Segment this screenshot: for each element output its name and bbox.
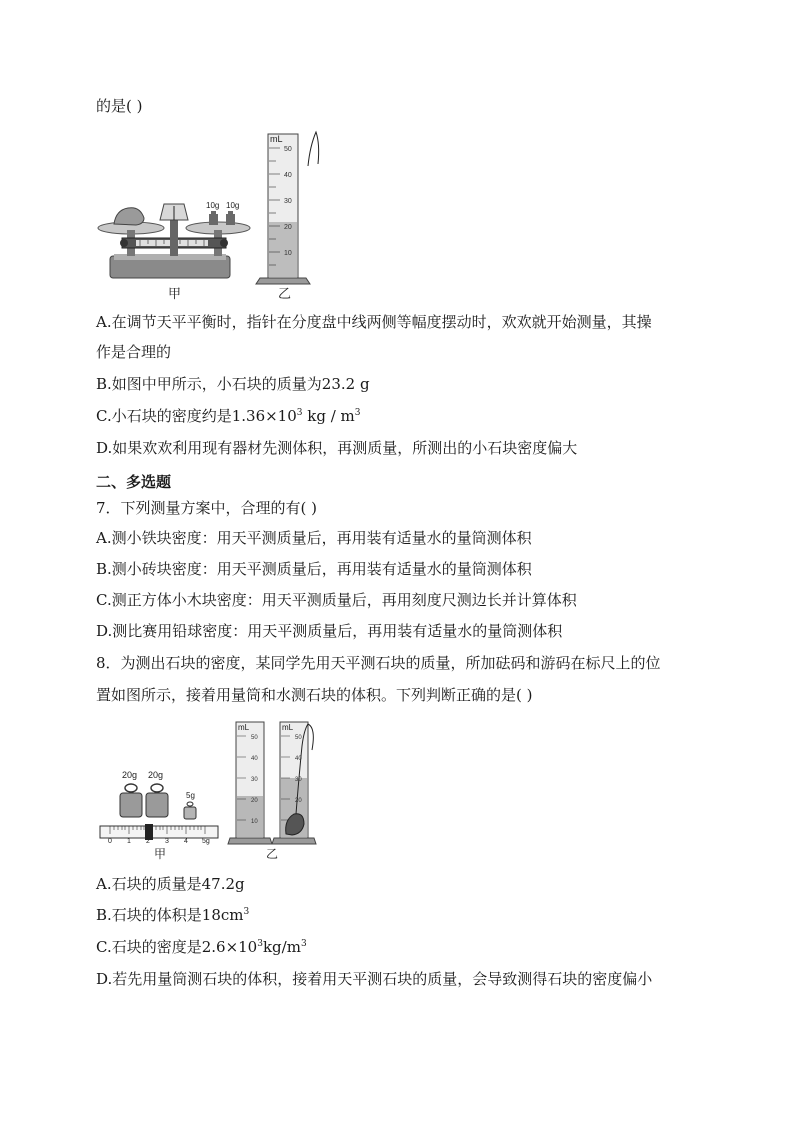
scale-label-4: 4 [184, 838, 188, 845]
q7-option-a: A.测小铁块密度：用天平测质量后，再用装有适量水的量筒测体积 [96, 529, 532, 547]
q8-weight-label-2: 20g [148, 770, 164, 780]
scale-label-0: 0 [108, 838, 112, 845]
q6-figure-label-left: 甲 [168, 286, 182, 301]
q7-option-c: C.测正方体小木块密度：用天平测质量后，再用刻度尺测边长并计算体积 [96, 591, 577, 609]
cylinder2-unit: mL [282, 723, 294, 732]
q8-option-b-text: B.石块的体积是18cm [96, 906, 244, 924]
q8-option-c-exponent: 3 [257, 939, 263, 949]
cylinder1-tick-20: 20 [251, 798, 258, 804]
cylinder-tick-20: 20 [284, 224, 292, 231]
q6-figure-label-right: 乙 [278, 286, 292, 301]
section-heading: 二、多选题 [96, 473, 172, 491]
q7-option-d: D.测比赛用铅球密度：用天平测质量后，再用装有适量水的量筒测体积 [96, 622, 563, 640]
q8-figure-label-left: 甲 [154, 847, 167, 861]
cylinder-unit: mL [270, 134, 283, 144]
q8-option-c-text: C.石块的密度是2.6×10 [96, 938, 258, 956]
beam-scale [100, 824, 218, 861]
q8-option-c [96, 937, 307, 957]
cylinder-after [266, 722, 316, 861]
q6-option-c-unit-exponent: 3 [354, 408, 361, 418]
q8-figure [96, 716, 336, 866]
cylinder2-tick-40: 40 [295, 756, 302, 762]
q8-option-b [96, 905, 249, 925]
q8-stem-line2: 置如图所示，接着用量筒和水测石块的体积。下列判断正确的是( ) [96, 686, 533, 704]
q8-option-c-unit-exponent: 3 [300, 939, 307, 949]
balance-illustration [98, 201, 250, 301]
q8-option-d: D.若先用量筒测石块的体积，接着用天平测石块的质量，会导致测得石块的密度偏小 [96, 970, 653, 988]
q6-option-c [96, 406, 361, 426]
q8-option-b-exponent: 3 [243, 907, 250, 917]
cylinder-tick-50: 50 [284, 146, 292, 153]
q7-stem: 7．下列测量方案中，合理的有( ) [96, 499, 318, 517]
scale-label-1: 1 [127, 838, 131, 845]
q7-option-b: B.测小砖块密度：用天平测质量后，再用装有适量水的量筒测体积 [96, 560, 532, 578]
cylinder-tick-30: 30 [284, 198, 292, 205]
scale-label-2: 2 [146, 838, 150, 845]
q6-option-a-line1: A.在调节天平平衡时，指针在分度盘中线两侧等幅度摆动时，欢欢就开始测量，其操 [96, 313, 652, 331]
weights-illustration [120, 770, 196, 819]
cylinder2-tick-30: 30 [295, 777, 302, 783]
weight-label-a: 10g [206, 201, 220, 210]
cylinder2-tick-20: 20 [295, 798, 302, 804]
cylinder1-tick-50: 50 [251, 735, 258, 741]
q6-option-b: B.如图中甲所示，小石块的质量为23.2 g [96, 375, 370, 393]
q8-option-c-unit: kg/m [262, 938, 301, 956]
cylinder1-tick-40: 40 [251, 756, 258, 762]
cylinder-tick-10: 10 [284, 250, 292, 257]
cylinder1-unit: mL [238, 723, 250, 732]
q6-figure [96, 126, 336, 304]
scale-label-5: 5g [202, 838, 210, 845]
q6-option-d: D.如果欢欢利用现有器材先测体积，再测质量，所测出的小石块密度偏大 [96, 439, 578, 457]
q6-option-c-exponent: 3 [296, 408, 303, 418]
cylinder-tick-40: 40 [284, 172, 292, 179]
scale-label-3: 3 [165, 838, 169, 845]
q8-weight-label-1: 20g [122, 770, 138, 780]
cylinder1-tick-10: 10 [251, 819, 258, 825]
cylinder-before [228, 722, 272, 844]
q6-stem-tail: 的是( ) [96, 97, 143, 115]
cylinder1-tick-30: 30 [251, 777, 258, 783]
cylinder2-tick-50: 50 [295, 735, 302, 741]
q6-option-c-unit: kg / m [302, 407, 355, 425]
weight-label-b: 10g [226, 201, 240, 210]
q8-stem-line1: 8．为测出石块的密度，某同学先用天平测石块的质量，所加砝码和游码在标尺上的位 [96, 654, 661, 672]
q8-option-a: A.石块的质量是47.2g [96, 875, 245, 893]
q6-option-a-line2: 作是合理的 [96, 343, 172, 361]
q6-option-c-text: C.小石块的密度约是1.36×10 [96, 407, 297, 425]
graduated-cylinder [256, 132, 319, 301]
q8-weight-label-3: 5g [186, 791, 195, 800]
q8-figure-label-right: 乙 [266, 847, 279, 861]
